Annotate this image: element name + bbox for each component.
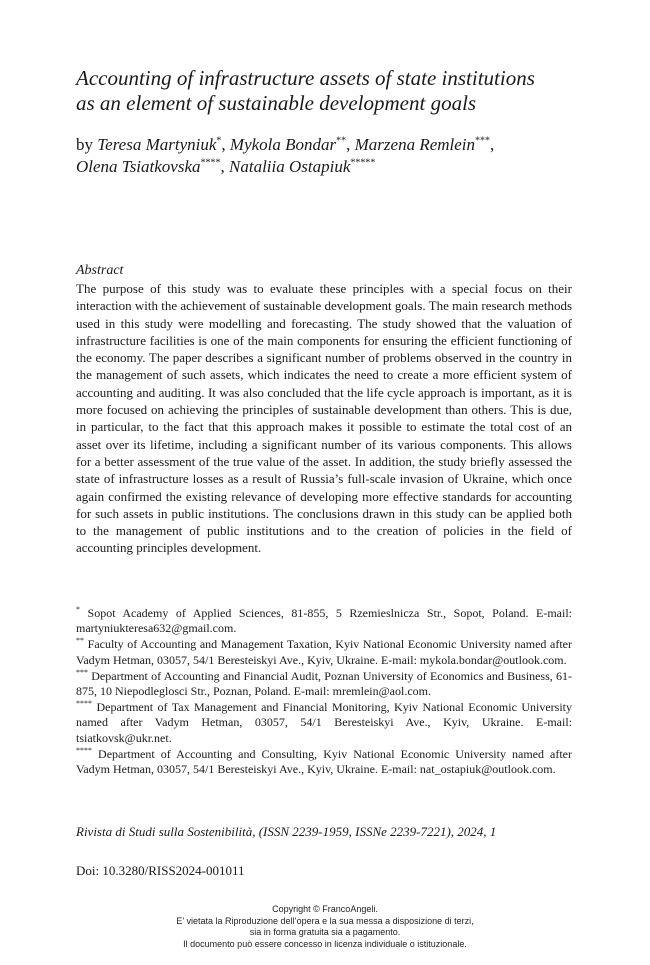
footnote — [76, 606, 572, 636]
author-line-1 — [76, 134, 596, 156]
paper-title — [76, 66, 596, 116]
footnote-text: Department of Tax Management and Financial Monitoring, Kyiv National Economic University named after Vadym Hetman, 03057, 54/1 Beresteiskyi Ave., Kyiv, Ukraine. E-mail: tsiatkovsk@ukr.net. — [76, 700, 573, 745]
footnote — [76, 669, 572, 699]
author-separator: , — [220, 157, 230, 176]
copyright-footer — [0, 904, 650, 950]
footer-line: sia in forma gratuita sia a pagamento. — [249, 927, 401, 937]
author-mark: * — [216, 135, 222, 147]
footer-line: Il documento può essere concesso in licenza individuale o istituzionale. — [183, 938, 467, 949]
author-line-2 — [76, 156, 596, 178]
footnote — [76, 637, 572, 667]
by-label: by — [76, 135, 93, 154]
author-mark: **** — [200, 157, 221, 169]
footer-line: E’ vietata la Riproduzione dell’opera e la sua messa a disposizione di terzi, — [176, 915, 474, 926]
footnotes — [76, 606, 572, 778]
author-separator: , — [221, 135, 230, 154]
author-mark: *** — [475, 135, 491, 147]
footnote-mark: **** — [76, 699, 92, 709]
abstract-heading: Abstract — [76, 263, 124, 278]
author-separator: , — [490, 135, 495, 154]
footnote — [76, 700, 572, 746]
author-list — [76, 134, 596, 178]
author-mark: ***** — [350, 157, 376, 169]
footnote-mark: * — [76, 605, 80, 614]
doi: Doi: 10.3280/RISS2024-001011 — [76, 863, 245, 878]
footnote-mark: ** — [76, 636, 84, 646]
footer-line: Copyright © FrancoAngeli. — [272, 904, 378, 914]
footnote-mark: **** — [76, 745, 92, 755]
footnote-mark: *** — [76, 667, 88, 677]
author-separator: , — [346, 135, 355, 154]
footnote-text: Faculty of Accounting and Management Taxation, Kyiv National Economic University named after Vadym Hetman, 03057, 54/1 Beresteiskyi Ave., Kyiv, Ukraine. E-mail: mykola.bondar@outlook.com. — [76, 637, 573, 667]
author-mark: ** — [336, 135, 347, 147]
abstract-text: The purpose of this study was to evaluate these principles with a special focus on their interaction with the achievement of sustainable development goals. The main research methods used in this study were modelling and forecasting. The study showed that the valuation of infrastructure facilities is one of the main components for ensuring the efficient functioning of the economy. The paper describes a significant number of problems observed in the country in the management of such assets, which indicates the need to create a more efficient system of accounting and auditing. It was also concluded that the life cycle approach is important, as it is more focused on achieving the principles of sustainable development than others. This is due, in particular, to the fact that this approach makes it possible to estimate the total cost of an asset over its lifetime, including a significant number of its various components. This allows for a better assessment of the true value of the asset. In addition, the study briefly assessed the state of infrastructure losses as a result of Russia’s full-scale invasion of Ukraine, which once again confirmed the existing relevance of developing more effective standards for accounting for such assets in public institutions. The conclusions drawn in this study can be applied both to the management of public institutions and to the creation of policies in the field of accounting principles development. — [76, 281, 572, 556]
author-name: Olena Tsiatkovska — [76, 157, 201, 176]
author-name: Marzena Remlein — [354, 135, 476, 154]
author-name: Mykola Bondar — [229, 135, 337, 154]
title-line-2: as an element of sustainable development goals — [76, 91, 477, 115]
journal-citation: Rivista di Studi sulla Sostenibilità, (ISSN 2239-1959, ISSNe 2239-7221), 2024, 1 — [76, 824, 497, 839]
footnote-text: Department of Accounting and Financial Audit, Poznan University of Economics and Business, 61-875, 10 Niepodleglosci Str., Poznan, Poland. E-mail: mremlein@aol.com. — [76, 668, 573, 699]
footnote-text: Sopot Academy of Applied Sciences, 81-855, 5 Rzemieslnicza Str., Sopot, Poland. E-mail: martyniukteresa632@gmail.com. — [76, 606, 573, 636]
title-line-1: Accounting of infrastructure assets of state institutions — [76, 66, 535, 90]
footnote-text: Department of Accounting and Consulting, Kyiv National Economic University named after Vadym Hetman, 03057, 54/1 Beresteiskyi Ave., Kyiv, Ukraine. E-mail: nat_ostapiuk@outlook.com. — [76, 746, 573, 777]
author-name: Teresa Martyniuk — [97, 135, 217, 154]
author-name: Nataliia Ostapiuk — [229, 157, 351, 176]
footnote — [76, 747, 572, 777]
